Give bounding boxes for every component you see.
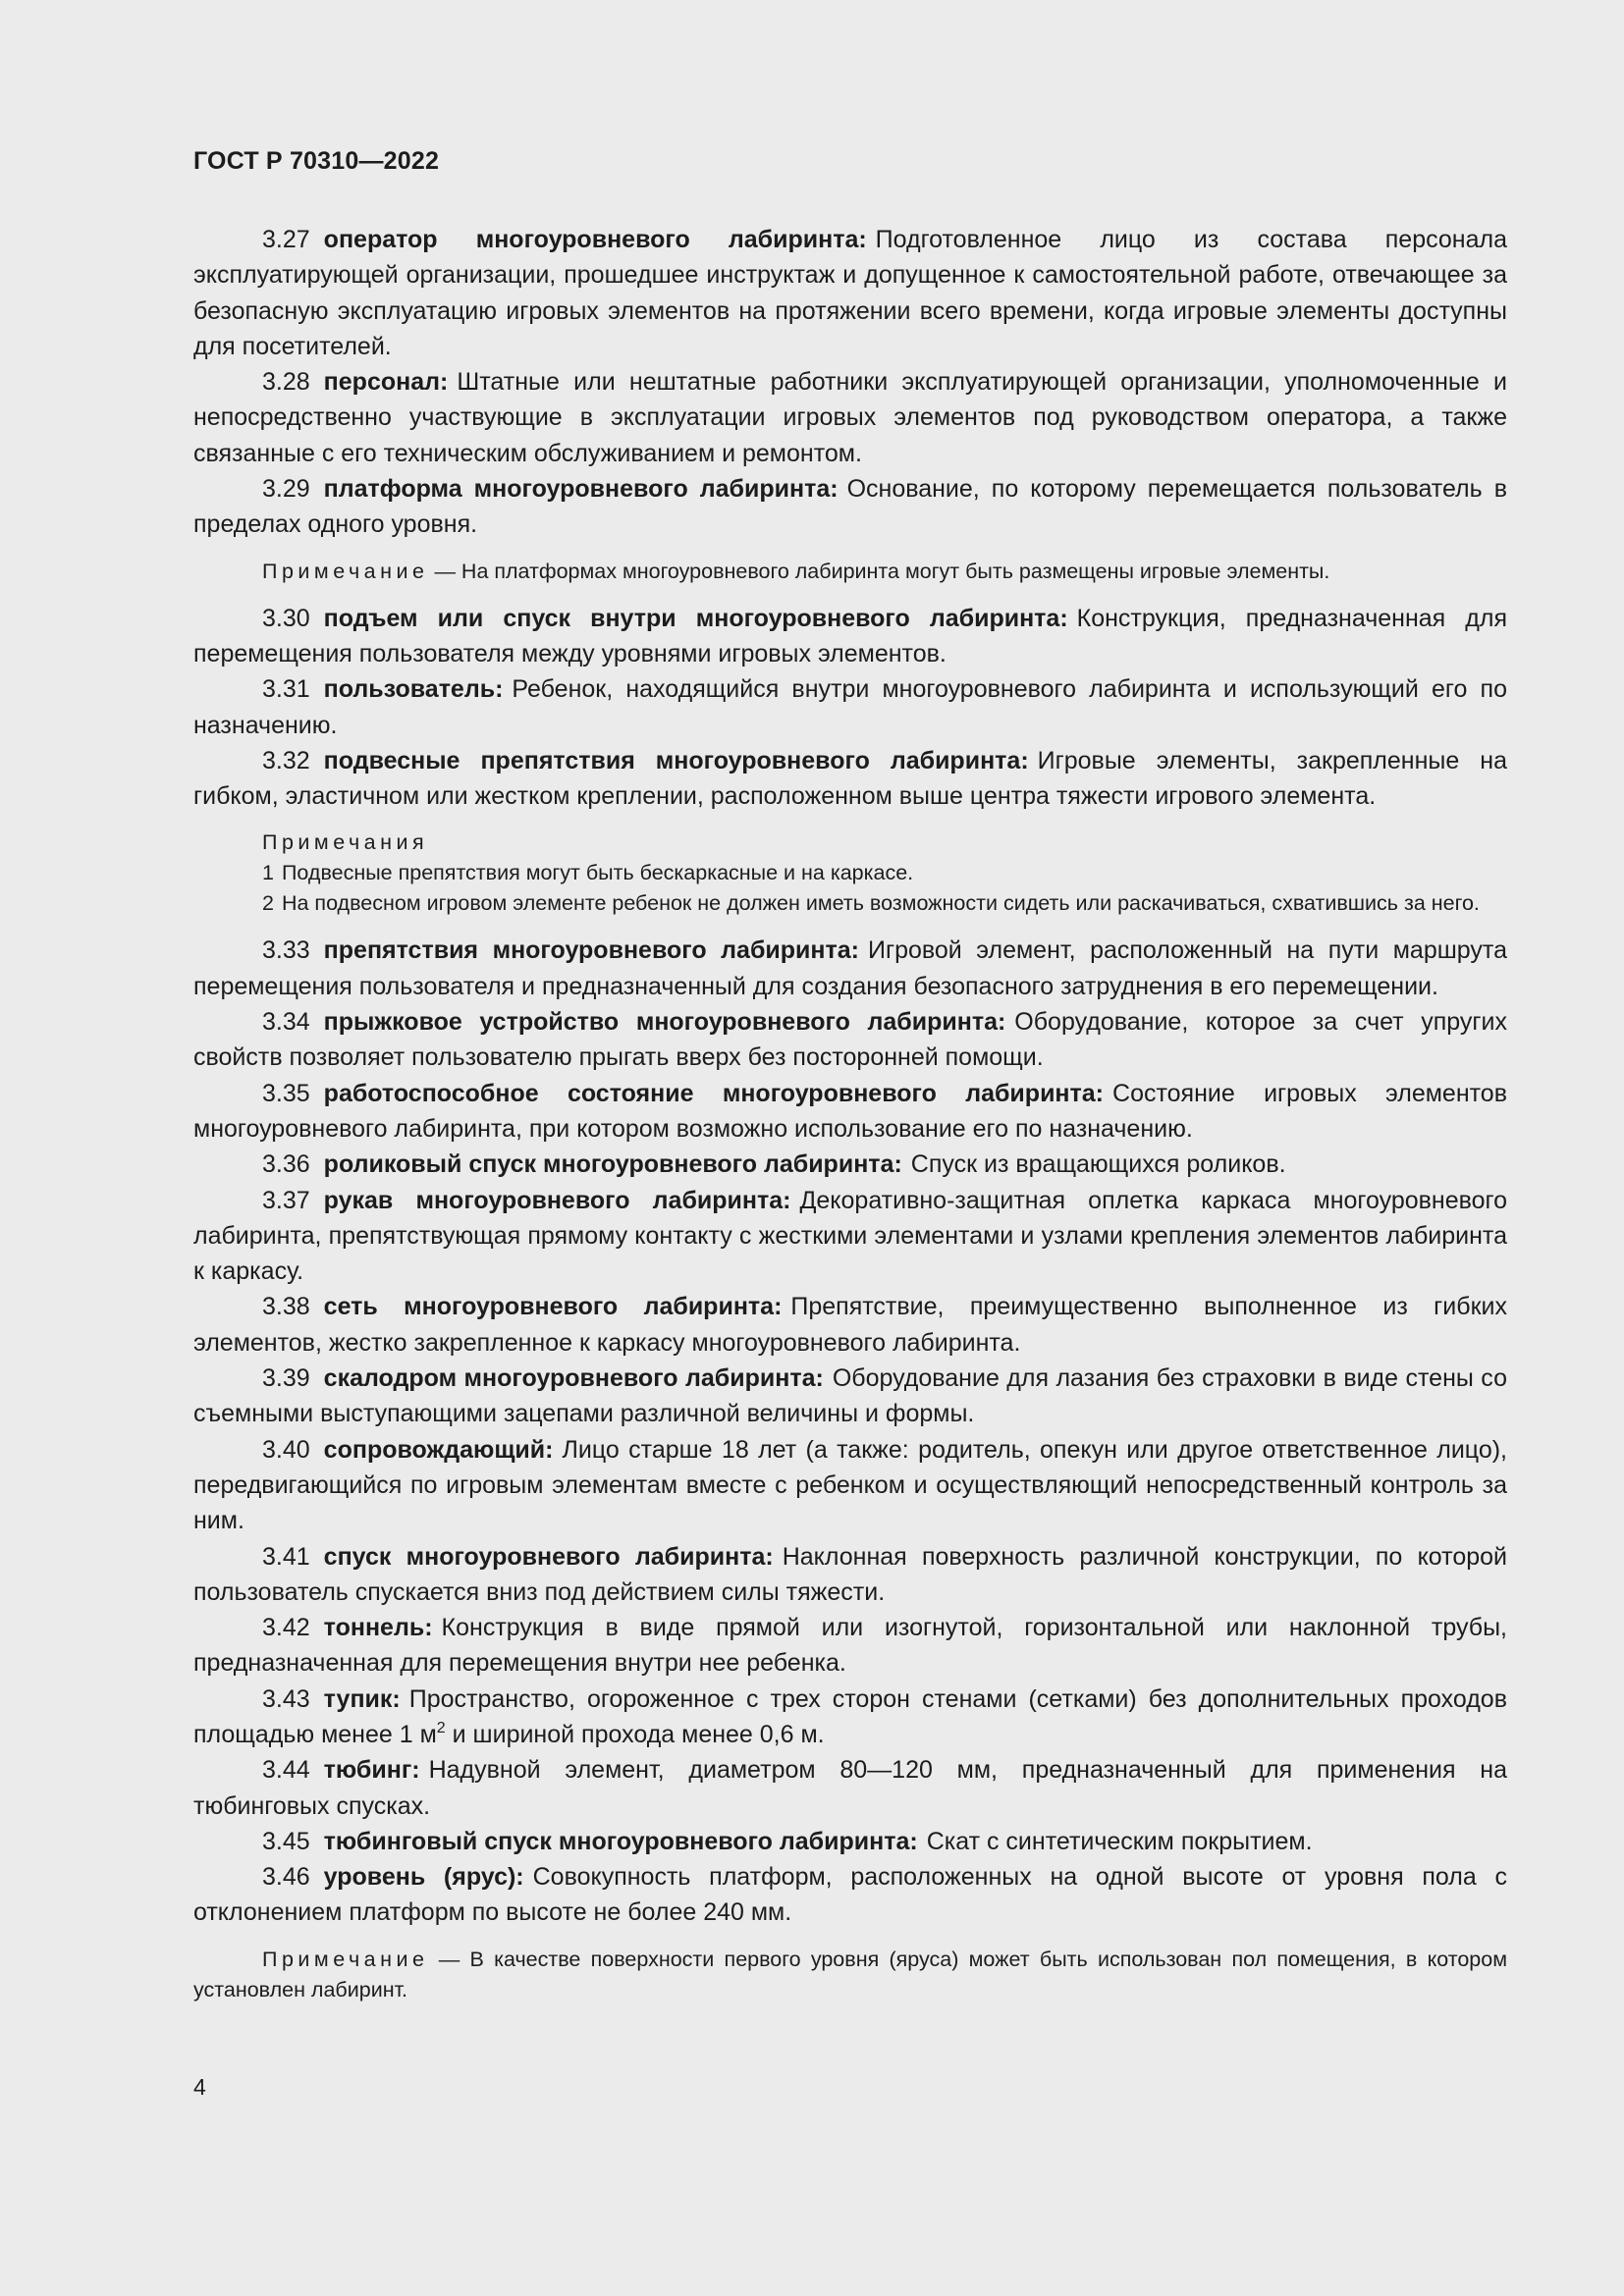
term-definition: Основание, по которому перемещается пользователь в пределах одного уровня. xyxy=(193,475,1507,539)
term-name: работоспособное состояние многоуровневого лабиринта: xyxy=(323,1079,1105,1107)
term-name: препятствия многоуровневого лабиринта: xyxy=(323,936,859,965)
term-definition: Препятствие, преимущественно выполненное из гибких элементов, жестко закрепленное к каркасу многоуровневого лабиринта. xyxy=(193,1293,1507,1357)
term-3-39 xyxy=(193,1361,1507,1432)
term-number: 3.36 xyxy=(262,1150,310,1179)
note-label: Примечание xyxy=(262,559,429,583)
term-name: оператор многоуровневого лабиринта: xyxy=(323,226,867,253)
term-number: 3.43 xyxy=(262,1684,310,1713)
term-name: подвесные препятствия многоуровневого лабиринта: xyxy=(323,746,1029,774)
term-definition: Пространство, огороженное с трех сторон стенами (сетками) без дополнительных проходов площадью менее 1 м xyxy=(193,1684,1507,1748)
note-item-1 xyxy=(193,858,1507,888)
term-number: 3.46 xyxy=(262,1863,310,1892)
term-definition: Ребенок, находящийся внутри многоуровневого лабиринта и использующий его по назначению. xyxy=(193,675,1507,739)
term-name: прыжковое устройство многоуровневого лабиринта: xyxy=(323,1008,1006,1037)
term-name: персонал: xyxy=(323,368,449,397)
term-definition: Оборудование для лазания без страховки в виде стены со съемными выступающими зацепами различной величины и формы. xyxy=(193,1364,1507,1428)
document-body xyxy=(193,222,1507,2005)
term-definition: Конструкция в виде прямой или изогнутой, горизонтальной или наклонной трубы, предназначенная для перемещения внутри нее ребенка. xyxy=(193,1614,1507,1678)
term-number: 3.38 xyxy=(262,1293,310,1321)
term-number: 3.28 xyxy=(262,368,310,397)
note-item-2 xyxy=(193,888,1507,919)
term-3-42 xyxy=(193,1610,1507,1682)
term-definition: Надувной элемент, диаметром 80—120 мм, предназначенный для применения на тюбинговых спусках. xyxy=(193,1756,1507,1820)
note-text: — В качестве поверхности первого уровня (яруса) может быть использован пол помещения, в котором установлен лабиринт. xyxy=(193,1947,1507,2002)
term-3-27 xyxy=(193,222,1507,364)
term-definition: Декоративно-защитная оплетка каркаса многоуровневого лабиринта, препятствующая прямому контакту с жесткими элементами и узлами крепления элементов лабиринта к каркасу. xyxy=(193,1186,1507,1286)
term-definition: Наклонная поверхность различной конструкции, по которой пользователь спускается вниз под действием силы тяжести. xyxy=(193,1542,1507,1606)
term-definition: Спуск из вращающихся роликов. xyxy=(910,1150,1286,1179)
term-definition: Оборудование, которое за счет упругих свойств позволяет пользователю прыгать вверх без посторонней помощи. xyxy=(193,1008,1507,1072)
term-definition: Игровой элемент, расположенный на пути маршрута перемещения пользователя и предназначенный для создания безопасного затруднения в его перемещении. xyxy=(193,936,1507,1000)
term-number: 3.27 xyxy=(262,226,310,253)
note-number: 1 xyxy=(262,861,274,885)
term-number: 3.30 xyxy=(262,604,310,632)
term-number: 3.41 xyxy=(262,1542,310,1571)
term-definition: Лицо старше 18 лет (а также: родитель, опекун или другое ответственное лицо), передвигающийся по игровым элементам вместе с ребенком и осуществляющий непосредственный контроль за ним. xyxy=(193,1435,1507,1535)
term-3-35 xyxy=(193,1076,1507,1148)
term-3-28 xyxy=(193,364,1507,471)
page-number: 4 xyxy=(193,2074,206,2100)
term-name: тоннель: xyxy=(323,1614,433,1642)
term-name: роликовый спуск многоуровневого лабиринта: xyxy=(323,1150,902,1179)
term-name: спуск многоуровневого лабиринта: xyxy=(323,1542,774,1571)
term-3-45 xyxy=(193,1824,1507,1859)
term-definition: Скат с синтетическим покрытием. xyxy=(926,1827,1313,1855)
term-number: 3.39 xyxy=(262,1364,310,1393)
term-name: тюбинг: xyxy=(323,1756,420,1785)
term-3-46 xyxy=(193,1859,1507,1931)
term-name: тупик: xyxy=(323,1684,401,1713)
term-number: 3.29 xyxy=(262,475,310,504)
term-number: 3.44 xyxy=(262,1756,310,1785)
term-name: сопровождающий: xyxy=(323,1435,554,1464)
term-definition: Штатные или нештатные работники эксплуатирующей организации, уполномоченные и непосредственно участвующие в эксплуатации игровых элементов под руководством оператора, а также связанные с его техническим обслуживанием и ремонтом. xyxy=(193,368,1507,467)
term-definition: Совокупность платформ, расположенных на одной высоте от уровня пола с отклонением платформ по высоте не более 240 мм. xyxy=(193,1863,1507,1927)
term-3-38 xyxy=(193,1289,1507,1361)
term-3-44 xyxy=(193,1752,1507,1824)
note-number: 2 xyxy=(262,891,274,916)
term-name: платформа многоуровневого лабиринта: xyxy=(323,475,839,504)
term-3-36 xyxy=(193,1147,1507,1182)
term-number: 3.45 xyxy=(262,1827,310,1855)
term-definition: Состояние игровых элементов многоуровневого лабиринта, при котором возможно использование его по назначению. xyxy=(193,1079,1507,1143)
term-name: подъем или спуск внутри многоуровневого лабиринта: xyxy=(323,604,1068,632)
note-text: — На платформах многоуровневого лабиринта могут быть размещены игровые элементы. xyxy=(434,559,1330,583)
term-number: 3.32 xyxy=(262,746,310,774)
term-3-31 xyxy=(193,671,1507,743)
term-number: 3.37 xyxy=(262,1186,310,1214)
term-number: 3.33 xyxy=(262,936,310,965)
term-definition-end: и шириной прохода менее 0,6 м. xyxy=(445,1720,825,1748)
note-platform xyxy=(193,557,1507,587)
term-3-37 xyxy=(193,1183,1507,1290)
term-number: 3.40 xyxy=(262,1435,310,1464)
term-name: скалодром многоуровневого лабиринта: xyxy=(323,1364,824,1393)
document-code-header: ГОСТ Р 70310—2022 xyxy=(193,147,440,175)
term-3-30 xyxy=(193,601,1507,672)
note-level xyxy=(193,1945,1507,2005)
superscript-exponent: 2 xyxy=(436,1719,446,1736)
term-number: 3.42 xyxy=(262,1614,310,1642)
term-definition: Конструкция, предназначенная для перемещения пользователя между уровнями игровых элементов. xyxy=(193,604,1507,667)
note-label: Примечание xyxy=(262,1947,429,1971)
term-3-32 xyxy=(193,743,1507,815)
term-3-40 xyxy=(193,1432,1507,1539)
notes-heading: Примечания xyxy=(262,830,429,855)
term-name: тюбинговый спуск многоуровневого лабиринта: xyxy=(323,1827,918,1855)
term-number: 3.34 xyxy=(262,1008,310,1037)
term-name: сеть многоуровневого лабиринта: xyxy=(323,1293,783,1321)
term-name: пользователь: xyxy=(323,675,504,704)
term-3-34 xyxy=(193,1004,1507,1076)
notes-label xyxy=(193,828,1507,858)
term-3-41 xyxy=(193,1539,1507,1611)
term-3-43 xyxy=(193,1682,1507,1753)
term-number: 3.35 xyxy=(262,1079,310,1107)
term-3-33 xyxy=(193,933,1507,1004)
term-name: рукав многоуровневого лабиринта: xyxy=(323,1186,791,1214)
term-definition: Игровые элементы, закрепленные на гибком, эластичном или жестком креплении, расположенном выше центра тяжести игрового элемента. xyxy=(193,746,1507,811)
term-definition: Подготовленное лицо из состава персонала эксплуатирующей организации, прошедшее инструктаж и допущенное к самостоятельной работе, отвечающее за безопасную эксплуатацию игровых элементов на протяжении всего времени, когда игровые элементы доступны для посетителей. xyxy=(193,226,1507,360)
term-number: 3.31 xyxy=(262,675,310,704)
term-name: уровень (ярус): xyxy=(323,1863,524,1892)
note-text: Подвесные препятствия могут быть бескаркасные и на каркасе. xyxy=(281,861,914,885)
term-3-29 xyxy=(193,471,1507,543)
note-text: На подвесном игровом элементе ребенок не должен иметь возможности сидеть или раскачиваться, схватившись за него. xyxy=(281,891,1480,916)
